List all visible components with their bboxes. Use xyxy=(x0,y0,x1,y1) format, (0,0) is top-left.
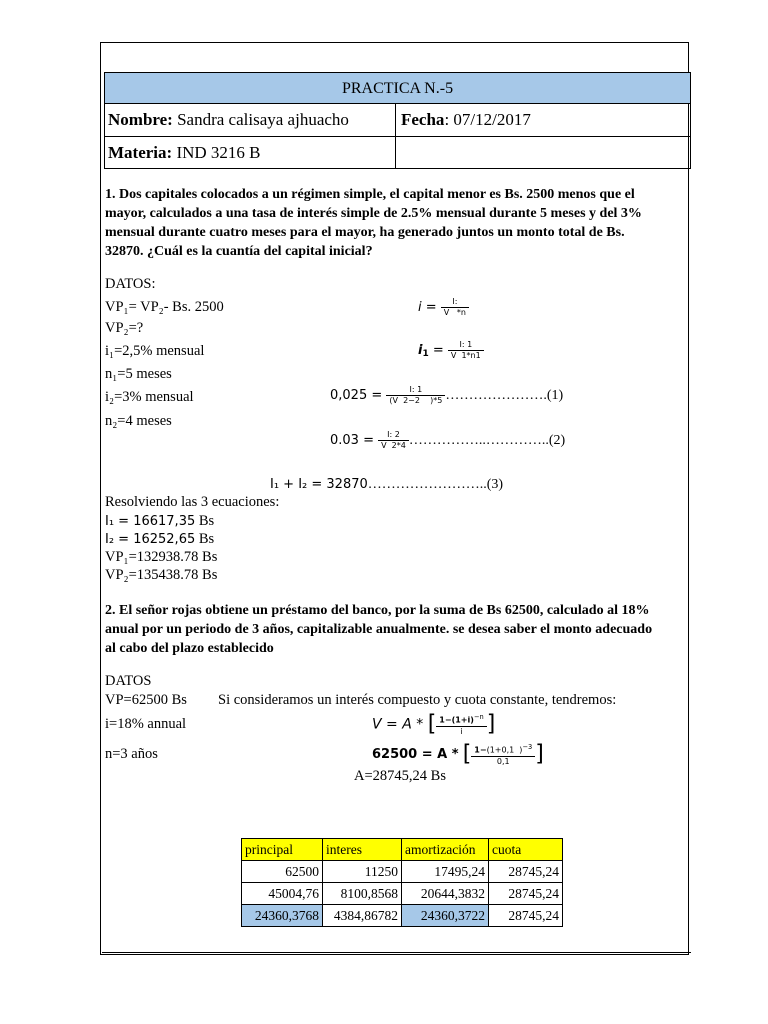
header-cuota: cuota xyxy=(489,839,563,861)
result-i2-unit: Bs xyxy=(195,531,215,547)
datos1-line4: n₁=5 meses xyxy=(105,366,172,382)
formula-i1: $i_1$ = $\frac{I: 1}{V 1*n1}$ xyxy=(418,340,484,362)
datos1-line1: VP₁= VP₂- Bs. 2500 xyxy=(105,299,224,315)
cell-amortizacion: 20644,3832 xyxy=(402,883,489,905)
date-label: Fecha xyxy=(401,110,445,129)
header-principal: principal xyxy=(242,839,323,861)
header-row-name xyxy=(104,104,691,137)
cell-interes: 11250 xyxy=(323,861,402,883)
header-interes: interes xyxy=(323,839,402,861)
problem1-statement: 1. Dos capitales colocados a un régimen simple, el capital menor es Bs. 2500 menos que el mayor, calculados a una tasa de interés simple de 2.5% mensual durante 5 meses y del 3% mensual durante cuatro meses para el mayor, ha generado juntos un monto total de Bs. 32870. ¿Cuál es la cuantía del capital inicial? xyxy=(105,187,642,259)
cell-cuota: 28745,24 xyxy=(489,905,563,927)
header-amortizacion: amortización xyxy=(402,839,489,861)
datos1-line6: n₂=4 meses xyxy=(105,413,172,429)
solving-label: Resolviendo las 3 ecuaciones: xyxy=(105,494,280,510)
formula-i: i = $\frac{I:}{V *n}$ xyxy=(418,297,469,318)
subject-value: IND 3216 B xyxy=(176,143,261,162)
annuity-applied-lhs: 62500 = A * xyxy=(372,746,459,762)
subject-label: Materia: xyxy=(108,143,173,162)
result-i1 xyxy=(105,513,214,530)
datos2-vp: VP=62500 Bs xyxy=(105,692,187,708)
result-i2 xyxy=(105,531,214,548)
annuity-formula-lhs: V = A * xyxy=(372,716,424,733)
annuity-result: A=28745,24 Bs xyxy=(354,768,446,784)
cell-principal: 45004,76 xyxy=(242,883,323,905)
eq1-lhs: 0,025 = xyxy=(330,388,383,403)
cell-cuota: 28745,24 xyxy=(489,883,563,905)
eq2-lhs: 0.03 = xyxy=(330,433,374,448)
equation-1: 0,025 = $\frac{I: 1}{(V 2-2 )*5}$ ………………….(1) xyxy=(330,385,564,405)
table-header-row xyxy=(242,839,563,861)
cell-interes: 4384,86782 xyxy=(323,905,402,927)
result-i1-unit: Bs xyxy=(195,513,215,529)
page-bottom-rule xyxy=(102,952,691,953)
result-i2-value: I₂ = 16252,65 xyxy=(105,532,196,547)
problem2-statement: 2. El señor rojas obtiene un préstamo del banco, por la suma de Bs 62500, calculado al 18% anual por un periodo de 3 años, capitalizable anualmente. se desea saber el monto adecuado al cabo del plazo establecido xyxy=(105,603,653,656)
header-row-subject xyxy=(104,137,691,169)
cell-interes: 8100,8568 xyxy=(323,883,402,905)
result-vp1: VP₁=132938.78 Bs xyxy=(105,549,218,565)
eq2-tail: ……………..…………..(2) xyxy=(408,433,566,448)
datos1-line5: i₂=3% mensual xyxy=(105,389,194,405)
equation-2: 0.03 = $\frac{I: 2}{V 2*4}$ ……………..…………..(2) xyxy=(330,430,566,450)
cell-principal: 62500 xyxy=(242,861,323,883)
datos2-i: i=18% annual xyxy=(105,716,187,732)
cell-cuota: 28745,24 xyxy=(489,861,563,883)
equation-3 xyxy=(270,477,503,493)
table-row xyxy=(242,883,563,905)
name-label: Nombre: xyxy=(108,110,173,129)
datos1-line3: i₁=2,5% mensual xyxy=(105,343,205,359)
eq3-tail: ……………………..(3) xyxy=(367,477,504,492)
result-i1-value: I₁ = 16617,35 xyxy=(105,514,196,529)
datos2-n: n=3 años xyxy=(105,746,158,762)
cell-amortizacion: 24360,3722 xyxy=(402,905,489,927)
practice-title: PRACTICA N.-5 xyxy=(104,72,691,104)
datos2-intro: Si consideramos un interés compuesto y cuota constante, tendremos: xyxy=(218,692,617,708)
table-row xyxy=(242,905,563,927)
datos2-label: DATOS xyxy=(105,673,152,689)
eq1-tail: ………………….(1) xyxy=(445,388,564,403)
eq3: I₁ + I₂ = 32870 xyxy=(270,477,368,492)
name-value: Sandra calisaya ajhuacho xyxy=(177,110,349,129)
subject-cell xyxy=(105,137,396,168)
name-cell xyxy=(105,104,396,136)
amortization-table xyxy=(241,838,563,927)
empty-cell xyxy=(396,137,690,168)
annuity-formula: V = A * [ $\frac{1-(1+i)^{-n}}{i}$ ] xyxy=(372,711,496,737)
datos1-label: DATOS: xyxy=(105,276,156,292)
date-cell xyxy=(396,104,690,136)
datos1-line2: VP₂=? xyxy=(105,320,144,336)
cell-principal: 24360,3768 xyxy=(242,905,323,927)
cell-amortizacion: 17495,24 xyxy=(402,861,489,883)
result-vp2: VP₂=135438.78 Bs xyxy=(105,567,218,583)
date-value: : 07/12/2017 xyxy=(444,110,531,129)
annuity-formula-applied: 62500 = A * [ $\frac{1-(1+0,1 )^{-3}}{0,1}$ ] xyxy=(372,741,544,767)
table-row xyxy=(242,861,563,883)
